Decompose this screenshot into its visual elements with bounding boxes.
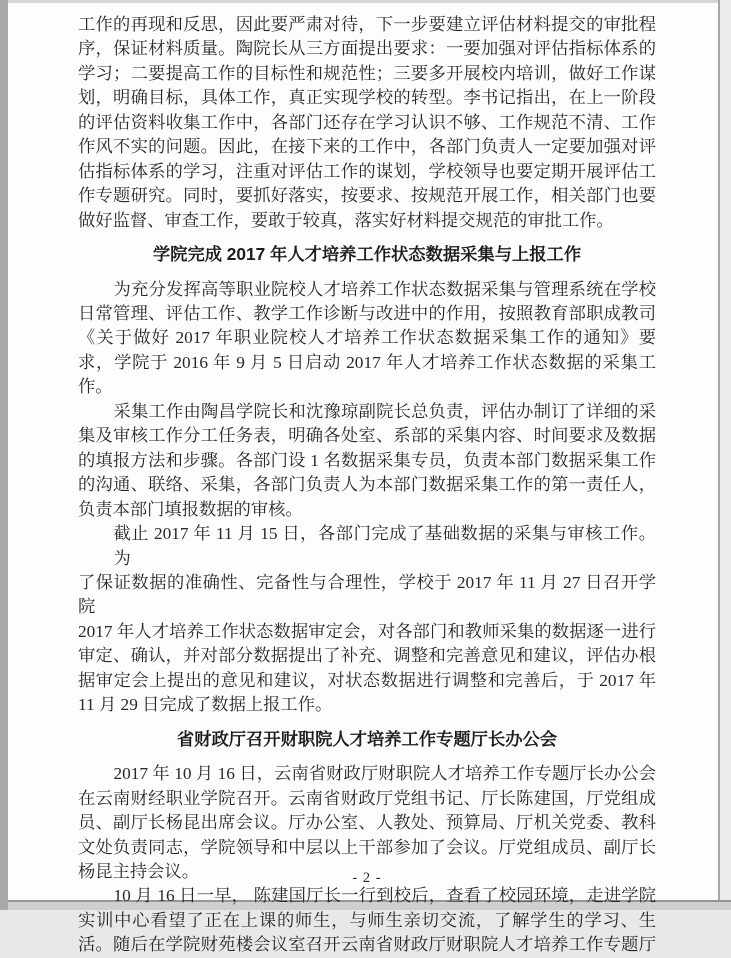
document-body [78, 13, 656, 958]
text-line: 划，明确目标，具体工作，真正实现学校的转型。李书记指出，在上一阶段 [78, 88, 656, 108]
text-line: 2017 年人才培养工作状态数据审定会，对各部门和教师采集的数据逐一进行 [78, 621, 656, 641]
text-line: 做好监督、审查工作，要敢于较真，落实好材料提交规范的审批工作。 [78, 210, 614, 230]
text-line: 为充分发挥高等职业院校人才培养工作状态数据采集与管理系统在学校 [113, 279, 656, 299]
text-line: 负责本部门填报数据的审核。 [78, 499, 303, 519]
paragraph [78, 400, 656, 522]
paragraph [78, 522, 656, 718]
text-line: 2017 年 10 月 16 日，云南省财政厅财职院人才培养工作专题厅长办公会 [113, 764, 656, 784]
paragraph [78, 13, 656, 233]
text-line: 截止 2017 年 11 月 15 日，各部门完成了基础数据的采集与审核工作。为 [113, 524, 656, 568]
text-line: 了保证数据的准确性、完备性与合理性，学校于 2017 年 11 月 27 日召开学院 [78, 572, 656, 617]
text-line: 学习；二要提高工作的目标性和规范性；三要多开展校内培训，做好工作谋 [78, 63, 656, 83]
text-line: 作风不实的问题。因此，在接下来的工作中，各部门负责人一定要加强对评 [78, 137, 656, 157]
text-line: 杨昆主持会议。 [78, 861, 199, 881]
text-line: 《关于做好 2017 年职业院校人才培养工作状态数据采集工作的通知》要 [78, 328, 656, 348]
text-line: 在云南财经职业学院召开。云南省财政厅党组书记、厅长陈建国，厅党组成 [78, 788, 656, 808]
text-line: 文处负责同志，学院领导和中层以上干部参加了会议。厅党组成员、副厅长 [78, 837, 656, 857]
text-line: 采集工作由陶昌学院长和沈豫琼副院长总负责，评估办制订了详细的采 [113, 401, 656, 421]
paragraph [78, 884, 656, 957]
paragraph [78, 278, 656, 400]
text-line: 的填报方法和步骤。各部门设 1 名数据采集专员，负责本部门数据采集工作 [78, 450, 656, 470]
text-line: 求，学院于 2016 年 9 月 5 日启动 2017 年人才培养工作状态数据的采集工 [78, 352, 656, 372]
text-line: 工作的再现和反思，因此要严肃对待，下一步要建立评估材料提交的审批程 [78, 15, 656, 34]
page [8, 3, 718, 955]
text-line: 集及审核工作分工任务表，明确各处室、系部的采集内容、时间要求及数据 [78, 426, 656, 446]
section-heading: 学院完成 2017 年人才培养工作状态数据采集与上报工作 [152, 244, 582, 265]
page-number: - 2 - [352, 870, 382, 886]
text-line: 据审定会上提出的意见和建议，对状态数据进行调整和完善后，于 2017 年 [78, 670, 656, 690]
text-line: 实训中心看望了正在上课的师生，与师生亲切交流，了解学生的学习、生 [78, 910, 656, 930]
text-line: 作专题研究。同时，要抓好落实，按要求、按规范开展工作，相关部门也要 [78, 186, 656, 206]
text-line: 的沟通、联络、采集，各部门负责人为本部门数据采集工作的第一责任人， [78, 475, 656, 495]
section-heading: 省财政厅召开财职院人才培养工作专题厅长办公会 [176, 728, 558, 749]
text-line: 员、副厅长杨昆出席会议。厅办公室、人教处、预算局、厅机关党委、教科 [78, 813, 656, 833]
text-line: 10 月 16 日一早， 陈建国厅长一行到校后，查看了校园环境，走进学院 [113, 886, 656, 906]
text-line: 11 月 29 日完成了数据上报工作。 [78, 695, 333, 715]
text-line: 序，保证材料质量。陶院长从三方面提出要求：一要加强对评估指标体系的 [78, 39, 656, 59]
text-line: 作。 [78, 377, 113, 397]
paragraph [78, 762, 656, 884]
text-line: 日常管理、评估工作、教学工作诊断与改进中的作用，按照教育部职成教司 [78, 303, 656, 323]
scan-border-right [718, 0, 731, 910]
text-line: 活。随后在学院财苑楼会议室召开云南省财政厅财职院人才培养工作专题厅 [78, 935, 656, 955]
text-line: 的评估资料收集工作中，各部门还存在学习认识不够、工作规范不清、工作 [78, 112, 656, 132]
scan-border-left [0, 0, 8, 910]
text-line: 审定、确认，并对部分数据提出了补充、调整和完善意见和建议，评估办根 [78, 646, 656, 666]
text-line: 估指标体系的学习，注重对评估工作的谋划，学校领导也要定期开展评估工 [78, 161, 656, 181]
